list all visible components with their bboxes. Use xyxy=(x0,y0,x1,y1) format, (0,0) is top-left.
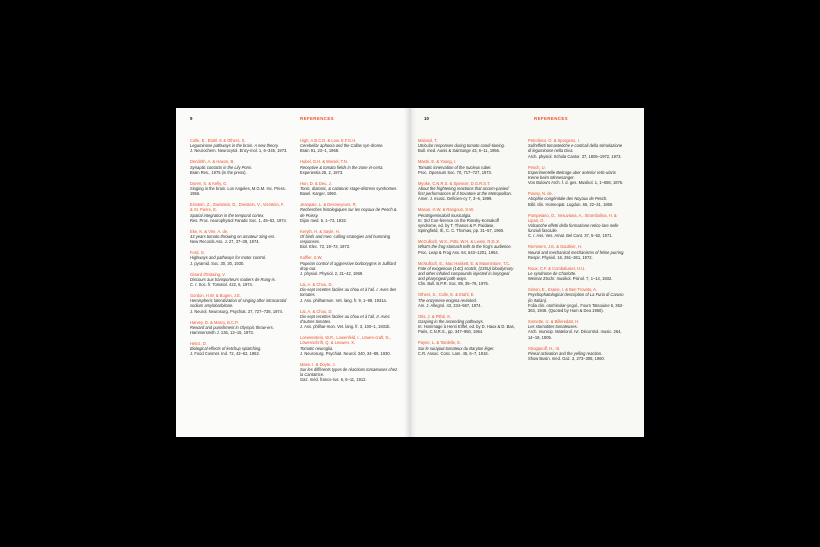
reference-authors: Keryth, H. & Sayle, H. xyxy=(300,228,340,234)
reference-publication: Hammersmith J. 136, 12–15, 1973. xyxy=(190,330,254,336)
reference-authors: Heinz, D. xyxy=(190,341,207,347)
reference-title: Gasping in the ascending pathways. xyxy=(418,319,484,325)
reference-title: Popeian control of aggressive borborygms in Jullilard drop-out. xyxy=(300,260,397,271)
left-page xyxy=(176,108,410,437)
reference-title: 43 years tomato throwing on amateur Sing-ers. xyxy=(190,234,276,240)
reference-authors: Myoke, C.N.R.S. & Spencer, D.G.R.S.T. xyxy=(418,180,491,186)
reference-title: Leguminose pathways in the brain. A new theory. xyxy=(190,143,279,149)
reference-authors: Remmers, J.E. & Gauthier, H. xyxy=(528,244,582,250)
reference-title: Utricular responses during tomato condi-tioning. xyxy=(418,143,505,149)
reference-title: Fate of exogenous (14C) scotch, (235U) bloodymary and other inhaled compounds injected in laryngeal and pharyngeal path-ways. xyxy=(418,265,514,282)
reference-authors: Gordon, H.W. & Bogen, J.E. xyxy=(190,293,241,299)
reference-entry xyxy=(418,207,516,233)
reference-authors: Others, S., Colle, E. & Etahl, E. xyxy=(418,292,475,298)
reference-title: What's the frog stomach tells to the frog's audience. xyxy=(418,244,512,250)
reference-publication: Bibl. clin. Homeopat. Lugdun. 66, 22–31, 1860. xyxy=(528,201,614,207)
reference-title: Of birds and men: calling strategies and humming responses. xyxy=(300,234,391,245)
reference-entry xyxy=(528,319,626,340)
reference-title: Spatial integration in the temporal cortex. xyxy=(190,212,265,218)
reference-publication: Folia clin. otorhinolar-yngol., Fourn Tatsouine 6, 362-363, 1948. (Quoted by Hum & Deu 1960). xyxy=(528,302,624,314)
reference-authors: McCulloch, W.S., Pitts, W.H. & Lewin, R.D.Jr. xyxy=(418,239,500,245)
reference-authors: Somette, U. & Billeredatt, H. xyxy=(528,319,580,325)
reference-entry xyxy=(300,181,398,197)
reference-title: Cerebellar aphonia and the Callas syn-drome. xyxy=(300,143,384,149)
reference-publication: Dijon med. 5, 1–73, 1932. xyxy=(300,217,347,223)
reference-entry xyxy=(190,138,288,154)
reference-authors: Roux, C.F. & Combalusier, H.U. xyxy=(528,265,586,271)
reference-entry xyxy=(418,181,516,202)
reference-title: Experimentelle Beitrage uber anterior retic-ularis Kerne beim Minnesanger. xyxy=(528,169,616,181)
reference-entry xyxy=(190,229,288,245)
reference-title: Psychophatological description of La Furia di Caruso (in Italian). xyxy=(528,292,624,303)
reference-publication: Weimar Ztschr. musikol. Psinol. 7, 1–14, 1932. xyxy=(528,276,613,282)
page-number: 9 xyxy=(190,116,193,121)
reference-title: Les stomatites tomateuses. xyxy=(528,324,578,330)
reference-publication: Arch. municip. Matelorol. Ivr. Décontrol. music. 264, 14–18, 1905. xyxy=(528,329,622,340)
reference-entry xyxy=(190,250,288,266)
reference-publication: Basel. Karger, 1960. xyxy=(300,191,338,197)
reference-publication: Proc. Opossum Soc. 70, 717–727, 1973. xyxy=(418,169,492,175)
reference-title: Sur le surajout tomateux du Baryton léger. xyxy=(418,345,495,351)
reference-publication: J. Food Cosmet. Ind. 72, 42–62, 1952. xyxy=(190,351,260,357)
reference-column xyxy=(190,138,288,362)
reference-entry xyxy=(418,159,516,175)
right-page xyxy=(410,108,644,437)
reference-publication: J. Neurol. Neurosurg. Psychiat. 37, 727–738, 1974. xyxy=(190,308,284,314)
reference-entry xyxy=(418,239,516,255)
page-header xyxy=(176,115,410,123)
reference-title: Sur les différents types de réactions tomateuses chez la Cantatrice. xyxy=(300,367,398,378)
reference-entry xyxy=(418,314,516,335)
reference-entry xyxy=(528,165,626,186)
reference-publication: Respir. Physiol. 16, 351–361, 1972. xyxy=(528,254,593,260)
reference-entry xyxy=(528,266,626,282)
reference-entry xyxy=(528,244,626,260)
reference-title: Receptive & tomato fields in the zone in-certa. xyxy=(300,164,384,170)
reference-authors: Lai, A. & Chou, D. xyxy=(300,282,333,288)
reference-publication: Show Busin. med. Gaz. 3, 273–308, 1960. xyxy=(528,356,605,362)
reference-authors: Ford, G. xyxy=(190,250,206,256)
reference-entry xyxy=(418,261,516,287)
reference-entry xyxy=(300,309,398,330)
reference-authors: Poissy, N. de. xyxy=(528,191,553,197)
running-head: REFERENCES xyxy=(534,116,569,121)
reference-authors: Simon, E., Esarie, I. & Beri Trovato, A. xyxy=(528,287,598,293)
reference-authors: Eke, K. & Vire, A. de. xyxy=(190,228,229,234)
reference-publication: Bull. med. Aunis & Saintonge 43, 6–11, 1956. xyxy=(418,148,501,154)
reference-publication: Res. Proc. neurophysiol Fanatic Soc. 1, 45–52, 1974. xyxy=(190,217,287,223)
reference-entry xyxy=(190,181,288,197)
reference-publication: Proc. Leap & Frog Ass. 64, 643–1201, 1964. xyxy=(418,249,499,255)
reference-entry xyxy=(528,346,626,362)
reference-entry xyxy=(528,138,626,159)
reference-title: Atrophie congénitale des Noyaux de Pesch. xyxy=(528,196,608,202)
reference-entry xyxy=(190,202,288,223)
reference-authors: Petrolisso, O. & Sporgeno, I. xyxy=(528,138,580,143)
reference-entry xyxy=(300,335,398,356)
reference-title: Le syndrome de Charlotte. xyxy=(528,271,577,277)
reference-entry xyxy=(528,191,626,207)
reference-publication: Am. J. Allegrol. 43, 234–567, 1974. xyxy=(418,302,482,308)
reference-authors: Doren, S. & Kelly, G. xyxy=(190,180,228,186)
reference-publication: J. physiol. Physiol. 2, 21–42, 1969. xyxy=(300,271,364,277)
reference-title: Tomatic innervation of the nucleus ruber. xyxy=(418,164,492,170)
reference-publication: J. pyramid. Soc. 30, 30, 1930. xyxy=(190,260,245,266)
reference-title: About the frightening reactions that accom-panied first performances of Il trovatore at the Metropolitan. xyxy=(418,186,512,197)
reference-publication: In: 3rd Con-ference on the Rimsky-Korsakoff syndrome, ed. by T. Thanos & P. Pixidase, Springfield, Ill., C. C. Thomas, pp. 31–57, 1960. xyxy=(418,217,505,234)
reference-title: Pineal activation and the yelling reaction. xyxy=(528,350,603,356)
reference-publication: Experientia 25, 2, 1973. xyxy=(300,169,344,175)
reference-authors: Lai, A. & Chou, D. xyxy=(300,308,333,314)
reference-entry xyxy=(418,340,516,356)
reference-publication: Biol. Elec. 73, 19–73, 1973. xyxy=(300,244,351,250)
reference-authors: Kuffler, S.W. xyxy=(300,255,323,261)
reference-authors: Colle, E., Etahl, E & Others, S. xyxy=(190,138,246,143)
reference-authors: Dendrith, A. & Haxon, B. xyxy=(190,159,235,165)
reference-entry xyxy=(190,341,288,357)
reference-column xyxy=(300,138,398,388)
reference-authors: Hun, D. & Deu, J. xyxy=(300,180,332,186)
reference-publication: New Records Ass. J. 27, 37–39, 1974. xyxy=(190,239,260,245)
page-number: 10 xyxy=(424,116,429,121)
reference-entry xyxy=(190,320,288,336)
reference-title: The enzymese enigma revisited. xyxy=(418,297,477,303)
reference-publication: C. r. Ass. Ves. Amat. Bel Cant. 37, 5–52, 1971. xyxy=(528,233,613,239)
reference-title: Synaptic contacts in the Lily Pons. xyxy=(190,164,253,170)
reference-title: Recherches histologiques sur les noyaux de Pesch & de Poissy. xyxy=(300,207,397,218)
reference-entry xyxy=(190,159,288,175)
reference-entry xyxy=(300,202,398,223)
reference-entry xyxy=(190,293,288,314)
reference-entry xyxy=(300,282,398,303)
reference-authors: Otis, J. & Pithé, K. xyxy=(418,313,452,319)
reference-authors: Mastri, E. & Young, I. xyxy=(418,159,457,165)
reference-entry xyxy=(418,292,516,308)
reference-authors: Gisard d'Estaing, V. xyxy=(190,271,226,277)
reference-authors: McNulloch, E., Mac Haskett, E. & Maxminture, T.C. xyxy=(418,260,511,266)
reference-authors: Stroganoff, H., III. xyxy=(528,345,561,351)
reference-authors: Mason, H.W. & Rangoun, S.W. xyxy=(418,207,474,213)
reference-entry xyxy=(300,159,398,175)
reference-authors: Mase, I. & Doyte, J. xyxy=(300,361,336,367)
reference-entry xyxy=(528,213,626,239)
reference-publication: Brain Res., 1975 (in the press). xyxy=(190,169,247,175)
reference-column xyxy=(418,138,516,362)
reference-publication: Gaz. méd. franco-rus. 6, 6–11, 1912. xyxy=(300,377,367,383)
reference-authors: Pesch, U. xyxy=(528,164,546,170)
reference-publication: J. Neurosurg. Psychiat. Neurol. 340, 34–89, 1930. xyxy=(300,350,391,356)
reference-publication: J. Neurochem. Neurocytol. Enzy-mol. 1, 6–345, 1973. xyxy=(190,148,288,154)
reference-entry xyxy=(300,138,398,154)
reference-entry xyxy=(418,138,516,154)
reference-title: Reward and punishment in Olympic throw-ers. xyxy=(190,324,274,330)
reference-title: Sull'effetti tomastetiche e corticali della stimolazione di leguminose nella Diva. xyxy=(528,143,623,154)
reference-authors: High, A.B.C.D. & Low, E.F.G.H. xyxy=(300,138,357,143)
book-spread xyxy=(176,108,644,437)
reference-publication: Brain 91, 23–1, 1968. xyxy=(300,148,340,154)
reference-authors: Malosol, T. xyxy=(418,138,438,143)
page-header xyxy=(410,115,644,123)
reference-authors: Payne, L. & Tainlelle, E. xyxy=(418,340,462,346)
reference-entry xyxy=(300,255,398,276)
reference-publication: Clin. Bull. B.P.R. Soc. 89, 35–79, 1975. xyxy=(418,281,489,287)
reference-column xyxy=(528,138,626,367)
reference-title: Volcanche effetti della formazione retico-lare nelle funziuli fasciulie. xyxy=(528,223,619,234)
reference-authors: Jeanpaie, L. & Desmeyeurs, R. xyxy=(300,202,357,208)
reference-title: Hemispheric lateralization of singing after intracarotid sodium amylobarbitone. xyxy=(190,298,287,309)
reference-entry xyxy=(528,287,626,313)
reference-authors: Hubel, D.H. & Wiesel, T.N. xyxy=(300,159,348,165)
reference-publication: J. Ass. philhar-mon. Vet. lang. fr. 3, 100–1, 1931b. xyxy=(300,324,391,330)
reference-publication: Arch. physiol. Schola Cantor. 37, 1805–1972, 1973. xyxy=(528,153,622,159)
reference-authors: Pompeiano, O., Vesuviana, A., Strombolina, H. & Lipari, G. xyxy=(528,212,617,223)
reference-entry xyxy=(300,229,398,250)
reference-authors: Einstein, Z., Zweistein, D., Dreistein, V., Vierstein, F. & St. Pierre, E. xyxy=(190,202,285,213)
reference-publication: Von Bulow's Arch. f. d. ges. Musikol. 1, 1–658, 1876. xyxy=(528,180,624,186)
reference-title: Dix-sept recettes faciles au chou et à l'ail. I. Avec des tomates. xyxy=(300,287,397,298)
reference-entry xyxy=(190,272,288,288)
reference-title: Tomatic neuroglia. xyxy=(300,345,334,351)
reference-authors: Harvey, D. & Marcy, B.C.P. xyxy=(190,319,239,325)
running-head: REFERENCES xyxy=(300,116,335,121)
reference-title: Biological effects of ketchup splatching. xyxy=(190,346,262,352)
reference-publication: Singing in the brain. Los Angeles, M.G.M. Inc. Press. 1956. xyxy=(190,186,286,197)
reference-title: Peratrigeminaloid musicalgia. xyxy=(418,212,472,218)
reference-title: Discours aux transporteurs routiers de Rung-is. xyxy=(190,276,276,282)
reference-publication: In: Hommage à Henri Eiffel, ed. by D. Haux & D. Bas, Paris, C.N.R.S., pp. 347–950, 1964. xyxy=(418,324,515,335)
reference-authors: Loewenstein, W.R., Lowenfeld, I., Löwen-craft, N., Löwenschrift, Q. & Leuwen, X. xyxy=(300,335,391,346)
reference-publication: Amer. J. music. Deficien-cy 7, 3–6, 1899. xyxy=(418,196,493,202)
reference-title: Dix-sept recettes faciles au chou et à l'ail. II. Avec d'autres tomates. xyxy=(300,313,390,325)
reference-publication: C.R. Assoc. Conc. Lam. 45, 6–7, 1916. xyxy=(418,350,489,356)
reference-title: Highways and pathways for motor control. xyxy=(190,255,267,261)
reference-title: Neural and mechanical mechanisms of feline purring. xyxy=(528,249,625,255)
reference-publication: J. Ass. philharmon. Vet. lang. fr. 9, 1–99, 1931a. xyxy=(300,297,387,303)
reference-entry xyxy=(300,362,398,383)
reference-title: Tonic, diatonic, & catatonic stage-distress syndromes. xyxy=(300,186,398,192)
reference-publication: C. r. Soc. fr. Tomatol. 422, 6, 1974. xyxy=(190,282,253,288)
